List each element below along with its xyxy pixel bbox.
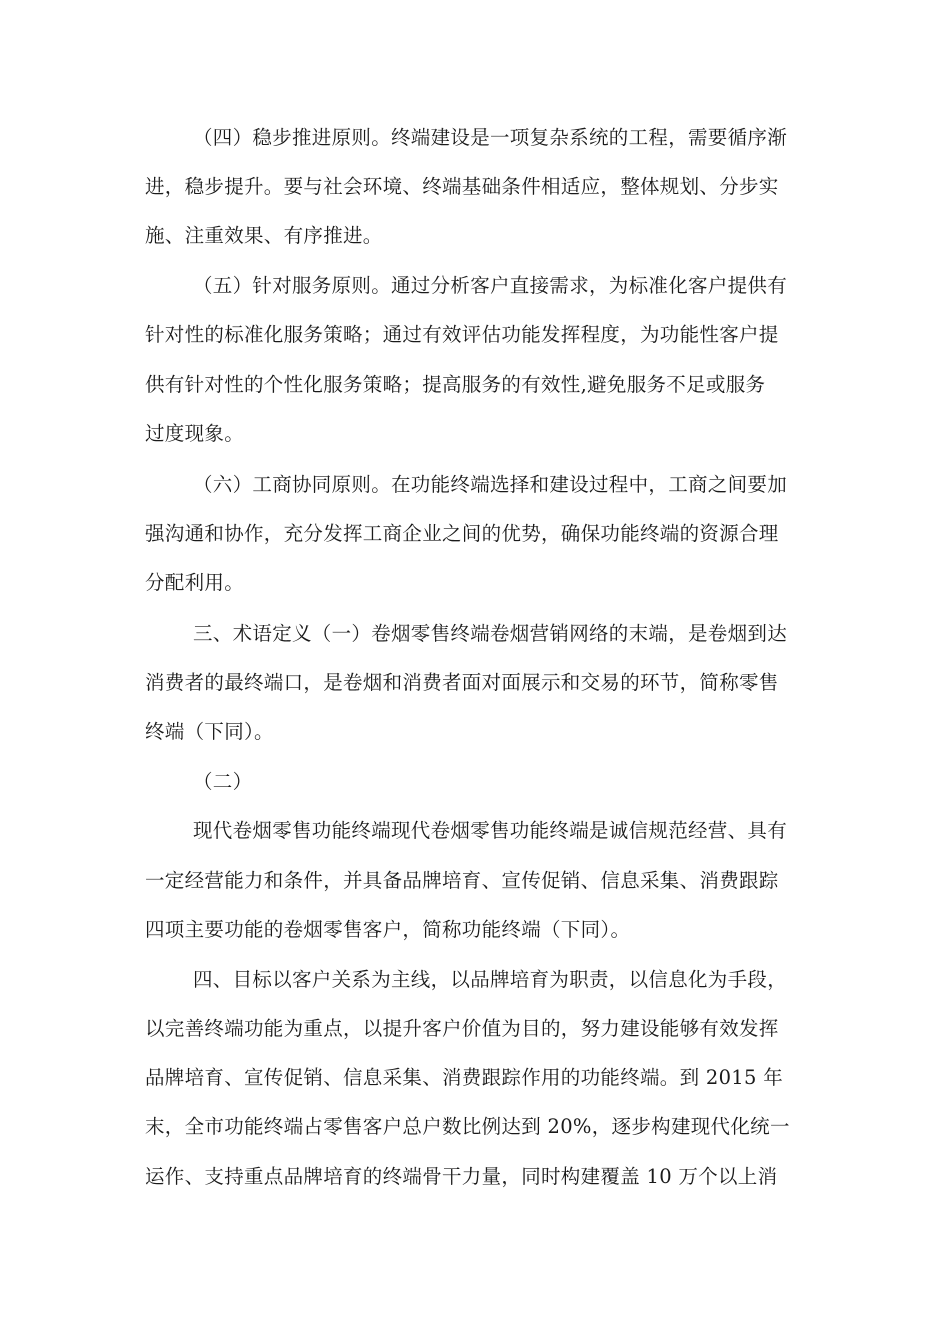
text-line: 终端（下同）。 [145, 720, 274, 743]
text-line: 强沟通和协作，充分发挥工商企业之间的优势，确保功能终端的资源合理 [145, 522, 779, 545]
text-line: 过度现象。 [145, 422, 245, 445]
text-line: 品牌培育、宣传促销、信息采集、消费跟踪作用的功能终端。到 2015 年 [145, 1066, 784, 1089]
text-line: （六）工商协同原则。在功能终端选择和建设过程中，工商之间要加 [193, 473, 788, 496]
text-line: （四）稳步推进原则。终端建设是一项复杂系统的工程，需要循序渐 [193, 126, 788, 149]
text-line: 运作、支持重点品牌培育的终端骨干力量，同时构建覆盖 10 万个以上消 [145, 1165, 778, 1188]
text-line: （二） [193, 770, 253, 793]
text-line: （五）针对服务原则。通过分析客户直接需求，为标准化客户提供有 [193, 274, 788, 297]
text-line: 以完善终端功能为重点，以提升客户价值为目的，努力建设能够有效发挥 [145, 1017, 779, 1040]
text-line: 消费者的最终端口，是卷烟和消费者面对面展示和交易的环节，简称零售 [145, 671, 779, 694]
text-line: 现代卷烟零售功能终端现代卷烟零售功能终端是诚信规范经营、具有 [193, 819, 788, 842]
text-line: 分配利用。 [145, 571, 245, 594]
text-line: 施、注重效果、有序推进。 [145, 224, 383, 247]
text-line: 四项主要功能的卷烟零售客户，简称功能终端（下同）。 [145, 918, 631, 941]
text-line: 四、目标以客户关系为主线，以品牌培育为职责，以信息化为手段， [193, 968, 788, 991]
text-line: 一定经营能力和条件，并具备品牌培育、宣传促销、信息采集、消费跟踪 [145, 869, 779, 892]
text-line: 三、术语定义（一）卷烟零售终端卷烟营销网络的末端，是卷烟到达 [193, 622, 788, 645]
text-line: 末，全市功能终端占零售客户总户数比例达到 20%，逐步构建现代化统一 [145, 1115, 790, 1138]
text-line: 进，稳步提升。要与社会环境、终端基础条件相适应，整体规划、分步实 [145, 175, 779, 198]
text-line: 针对性的标准化服务策略；通过有效评估功能发挥程度，为功能性客户提 [145, 323, 779, 346]
text-line: 供有针对性的个性化服务策略；提高服务的有效性,避免服务不足或服务 [145, 373, 766, 396]
